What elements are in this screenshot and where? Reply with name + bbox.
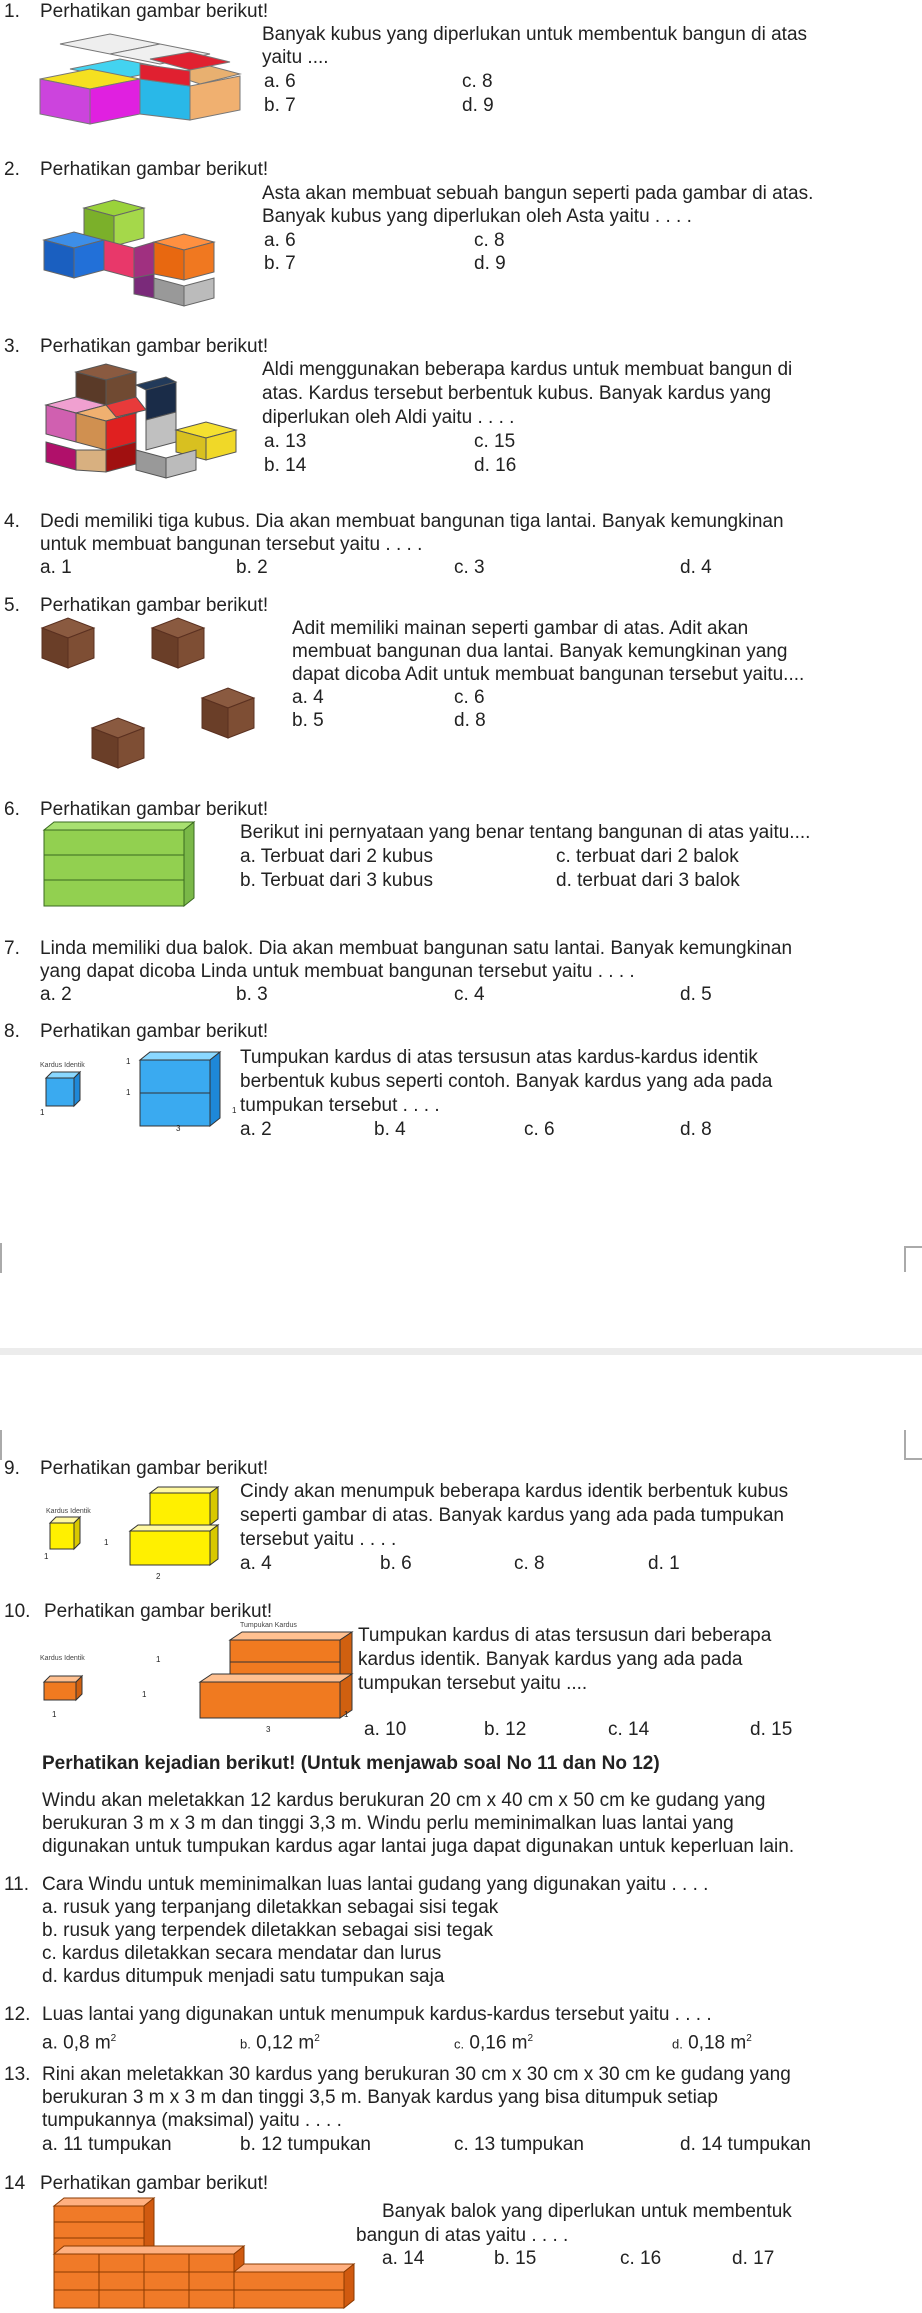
q11-option-b[interactable]: b. rusuk yang terpendek diletakkan sebagai sisi tegak [42, 1920, 493, 1941]
q12-option-b-value: 0,12 m [256, 2032, 315, 2054]
q2-option-c[interactable]: c. 8 [474, 230, 505, 251]
q8-dim4: 3 [176, 1124, 181, 1133]
q12-option-d[interactable] [672, 2027, 752, 2055]
q3-box-figure [46, 360, 246, 485]
q10-dim4: 3 [266, 1725, 271, 1734]
story-line1: Windu akan meletakkan 12 kardus berukuran 20 cm x 40 cm x 50 cm ke gudang yang [42, 1790, 766, 1811]
q10-figure-label-tumpukan: Tumpukan Kardus [240, 1622, 297, 1629]
page-corner-mark [904, 1458, 922, 1460]
q10-question-line2: kardus identik. Banyak kardus yang ada pada [358, 1649, 743, 1670]
q14-block-figure [54, 2196, 364, 2309]
story-line2: berukuran 3 m x 3 m dan tinggi 3,3 m. Windu perlu meminimalkan luas lantai yang [42, 1813, 734, 1834]
q10-option-a[interactable]: a. 10 [364, 1719, 407, 1740]
page-corner-mark [0, 1430, 2, 1460]
q14-option-a[interactable]: a. 14 [382, 2248, 425, 2269]
q8-dim2: 1 [126, 1088, 131, 1097]
q8-option-d[interactable]: d. 8 [680, 1119, 712, 1140]
q9-number: 9. [4, 1458, 20, 1479]
q7-option-c[interactable]: c. 4 [454, 984, 485, 1005]
q5-intro: Perhatikan gambar berikut! [40, 595, 269, 616]
q13-question-line1: Rini akan meletakkan 30 kardus yang berukuran 30 cm x 30 cm x 30 cm ke gudang yang [42, 2064, 791, 2085]
q10-dim3: 1 [156, 1655, 161, 1664]
q8-question-line1: Tumpukan kardus di atas tersusun atas kardus-kardus identik [240, 1047, 758, 1068]
q8-dim3: 1 [126, 1057, 131, 1066]
q1-question-line2: yaitu .... [262, 47, 329, 68]
page-break [0, 1348, 922, 1355]
q10-question-line3: tumpukan tersebut yaitu .... [358, 1673, 588, 1694]
q8-question-line2: berbentuk kubus seperti contoh. Banyak kardus yang ada pada [240, 1071, 773, 1092]
q13-question-line2: berukuran 3 m x 3 m dan tinggi 3,5 m. Banyak kardus yang bisa ditumpuk setiap [42, 2087, 718, 2108]
q10-option-c[interactable]: c. 14 [608, 1719, 650, 1740]
q6-option-c[interactable]: c. terbuat dari 2 balok [556, 846, 739, 867]
q9-dim3: 2 [156, 1572, 161, 1581]
q8-option-c[interactable]: c. 6 [524, 1119, 555, 1140]
q2-intro: Perhatikan gambar berikut! [40, 159, 269, 180]
q3-option-b[interactable]: b. 14 [264, 455, 307, 476]
q10-dim2: 1 [142, 1690, 147, 1699]
q13-option-a[interactable]: a. 11 tumpukan [42, 2134, 172, 2155]
q3-option-c[interactable]: c. 15 [474, 431, 516, 452]
q10-dim5: 1 [344, 1710, 349, 1719]
q3-question-line1: Aldi menggunakan beberapa kardus untuk membuat bangun di [262, 359, 793, 380]
q6-option-a[interactable]: a. Terbuat dari 2 kubus [240, 846, 433, 867]
q6-number: 6. [4, 799, 20, 820]
q10-figure-label-identik: Kardus Identik [40, 1655, 85, 1662]
q5-cube-figure [40, 616, 270, 781]
q13-option-d[interactable]: d. 14 tumpukan [680, 2134, 811, 2155]
q2-option-b[interactable]: b. 7 [264, 253, 296, 274]
q1-cube-figure [40, 24, 250, 144]
page-corner-mark [0, 1243, 2, 1273]
q12-option-d-value: 0,18 m [688, 2032, 747, 2054]
q9-intro: Perhatikan gambar berikut! [40, 1458, 269, 1479]
q10-question-line1: Tumpukan kardus di atas tersusun dari beberapa [358, 1625, 772, 1646]
q1-option-c[interactable]: c. 8 [462, 71, 493, 92]
q13-option-b[interactable]: b. 12 tumpukan [240, 2134, 371, 2155]
q14-intro: Perhatikan gambar berikut! [40, 2173, 269, 2194]
q4-option-d[interactable]: d. 4 [680, 557, 712, 578]
q8-box-figure [40, 1048, 240, 1138]
q6-intro: Perhatikan gambar berikut! [40, 799, 269, 820]
q12-option-a-sup: 2 [110, 2033, 117, 2044]
q3-question-line2: atas. Kardus tersebut berbentuk kubus. Banyak kardus yang [262, 383, 772, 404]
q4-number: 4. [4, 511, 20, 532]
q8-option-a[interactable]: a. 2 [240, 1119, 272, 1140]
q10-intro: Perhatikan gambar berikut! [44, 1601, 273, 1622]
q12-option-d-sup: 2 [746, 2033, 752, 2044]
q4-option-c[interactable]: c. 3 [454, 557, 485, 578]
q13-option-c[interactable]: c. 13 tumpukan [454, 2134, 584, 2155]
q12-option-b-label: b. [240, 2036, 251, 2052]
q12-option-a-label: a. [42, 2032, 58, 2054]
q9-dim2: 1 [104, 1538, 109, 1547]
q5-question-line2: membuat bangunan dua lantai. Banyak kemungkinan yang [292, 641, 788, 662]
q7-option-b[interactable]: b. 3 [236, 984, 268, 1005]
q8-dim5: 1 [232, 1106, 237, 1115]
q8-question-line3: tumpukan tersebut . . . . [240, 1095, 440, 1116]
q2-number: 2. [4, 159, 20, 180]
page-corner-mark [904, 1246, 922, 1248]
q7-question-line1: Linda memiliki dua balok. Dia akan membuat bangunan satu lantai. Banyak kemungkinan [40, 938, 793, 959]
q6-block-figure [44, 820, 204, 910]
q1-question-line1: Banyak kubus yang diperlukan untuk membentuk bangun di atas [262, 24, 808, 45]
q9-option-a[interactable]: a. 4 [240, 1553, 272, 1574]
q9-question-line1: Cindy akan menumpuk beberapa kardus identik berbentuk kubus [240, 1481, 789, 1502]
q8-figure-label: Kardus Identik [40, 1062, 85, 1069]
q1-intro: Perhatikan gambar berikut! [40, 1, 269, 22]
q9-dim1: 1 [44, 1552, 49, 1561]
q1-option-b[interactable]: b. 7 [264, 95, 296, 116]
q14-option-b[interactable]: b. 15 [494, 2248, 537, 2269]
q10-option-d[interactable]: d. 15 [750, 1719, 793, 1740]
q12-option-b[interactable] [240, 2027, 320, 2055]
q12-option-c[interactable] [454, 2027, 533, 2055]
q7-option-a[interactable]: a. 2 [40, 984, 72, 1005]
q11-number: 11. [4, 1874, 30, 1895]
q3-number: 3. [4, 336, 20, 357]
q4-question-line1: Dedi memiliki tiga kubus. Dia akan membuat bangunan tiga lantai. Banyak kemungkinan [40, 511, 784, 532]
q2-option-d[interactable]: d. 9 [474, 253, 506, 274]
q12-option-b-sup: 2 [314, 2033, 320, 2044]
q1-option-a[interactable]: a. 6 [264, 71, 296, 92]
q9-figure-label: Kardus Identik [46, 1508, 91, 1515]
q13-question-line3: tumpukannya (maksimal) yaitu . . . . [42, 2110, 342, 2131]
q10-box-figure [40, 1630, 360, 1725]
q12-option-a[interactable] [42, 2027, 116, 2054]
q4-option-a[interactable]: a. 1 [40, 557, 72, 578]
q13-number: 13. [4, 2064, 31, 2085]
q1-option-d[interactable]: d. 9 [462, 95, 494, 116]
q7-number: 7. [4, 938, 20, 959]
q3-intro: Perhatikan gambar berikut! [40, 336, 269, 357]
q11-option-a[interactable]: a. rusuk yang terpanjang diletakkan sebagai sisi tegak [42, 1897, 499, 1918]
q8-intro: Perhatikan gambar berikut! [40, 1021, 269, 1042]
q2-question-line1: Asta akan membuat sebuah bangun seperti pada gambar di atas. [262, 183, 814, 204]
q2-question-line2: Banyak kubus yang diperlukan oleh Asta yaitu . . . . [262, 206, 692, 227]
q9-option-c[interactable]: c. 8 [514, 1553, 545, 1574]
q14-option-c[interactable]: c. 16 [620, 2248, 662, 2269]
q12-number: 12. [4, 2004, 31, 2025]
q14-option-d[interactable]: d. 17 [732, 2248, 775, 2269]
q6-option-b[interactable]: b. Terbuat dari 3 kubus [240, 870, 433, 891]
q11-option-c[interactable]: c. kardus diletakkan secara mendatar dan lurus [42, 1943, 442, 1964]
q12-option-d-label: d. [672, 2036, 683, 2052]
q3-option-d[interactable]: d. 16 [474, 455, 517, 476]
q5-option-b[interactable]: b. 5 [292, 710, 324, 731]
q8-dim1: 1 [40, 1108, 45, 1117]
q10-dim1: 1 [52, 1710, 57, 1719]
q11-option-d[interactable]: d. kardus ditumpuk menjadi satu tumpukan saja [42, 1966, 445, 1987]
q6-question-line1: Berikut ini pernyataan yang benar tentang bangunan di atas yaitu.... [240, 822, 811, 843]
q3-question-line3: diperlukan oleh Aldi yaitu . . . . [262, 407, 515, 428]
page-corner-mark [904, 1430, 906, 1458]
q4-question-line2: untuk membuat bangunan tersebut yaitu . . . . [40, 534, 423, 555]
q10-number: 10. [4, 1601, 31, 1622]
q4-option-b[interactable]: b. 2 [236, 557, 268, 578]
q3-option-a[interactable]: a. 13 [264, 431, 307, 452]
q12-option-a-value: 0,8 m [63, 2032, 111, 2054]
q1-number: 1. [4, 1, 20, 22]
q5-question-line1: Adit memiliki mainan seperti gambar di atas. Adit akan [292, 618, 749, 639]
q5-number: 5. [4, 595, 20, 616]
q14-question-line2: bangun di atas yaitu . . . . [356, 2225, 569, 2246]
page-corner-mark [904, 1246, 906, 1272]
q7-option-d[interactable]: d. 5 [680, 984, 712, 1005]
q9-question-line3: tersebut yaitu . . . . [240, 1529, 397, 1550]
q12-option-c-sup: 2 [527, 2033, 534, 2044]
q12-option-c-value: 0,16 m [469, 2032, 528, 2054]
q5-option-a[interactable]: a. 4 [292, 687, 324, 708]
q2-option-a[interactable]: a. 6 [264, 230, 296, 251]
q14-number: 14 [4, 2173, 26, 2194]
q5-option-c[interactable]: c. 6 [454, 687, 485, 708]
q5-question-line3: dapat dicoba Adit untuk membuat bangunan tersebut yaitu.... [292, 664, 805, 685]
q9-option-b[interactable]: b. 6 [380, 1553, 412, 1574]
q9-question-line2: seperti gambar di atas. Banyak kardus yang ada pada tumpukan [240, 1505, 784, 1526]
story-title: Perhatikan kejadian berikut! (Untuk menjawab soal No 11 dan No 12) [42, 1753, 660, 1774]
q9-option-d[interactable]: d. 1 [648, 1553, 680, 1574]
q2-cube-figure [44, 198, 244, 310]
q7-question-line2: yang dapat dicoba Linda untuk membuat bangunan tersebut yaitu . . . . [40, 961, 635, 982]
q8-number: 8. [4, 1021, 20, 1042]
q14-question-line1: Banyak balok yang diperlukan untuk membentuk [382, 2201, 792, 2222]
q8-option-b[interactable]: b. 4 [374, 1119, 406, 1140]
q6-option-d[interactable]: d. terbuat dari 3 balok [556, 870, 740, 891]
q12-question-line1: Luas lantai yang digunakan untuk menumpuk kardus-kardus tersebut yaitu . . . . [42, 2004, 712, 2025]
q5-option-d[interactable]: d. 8 [454, 710, 486, 731]
q9-box-figure [40, 1483, 240, 1573]
q11-question-line1: Cara Windu untuk meminimalkan luas lantai gudang yang digunakan yaitu . . . . [42, 1874, 709, 1895]
story-line3: digunakan untuk tumpukan kardus agar lantai juga dapat digunakan untuk keperluan lain. [42, 1836, 795, 1857]
q10-option-b[interactable]: b. 12 [484, 1719, 527, 1740]
q12-option-c-label: c. [454, 2036, 465, 2052]
